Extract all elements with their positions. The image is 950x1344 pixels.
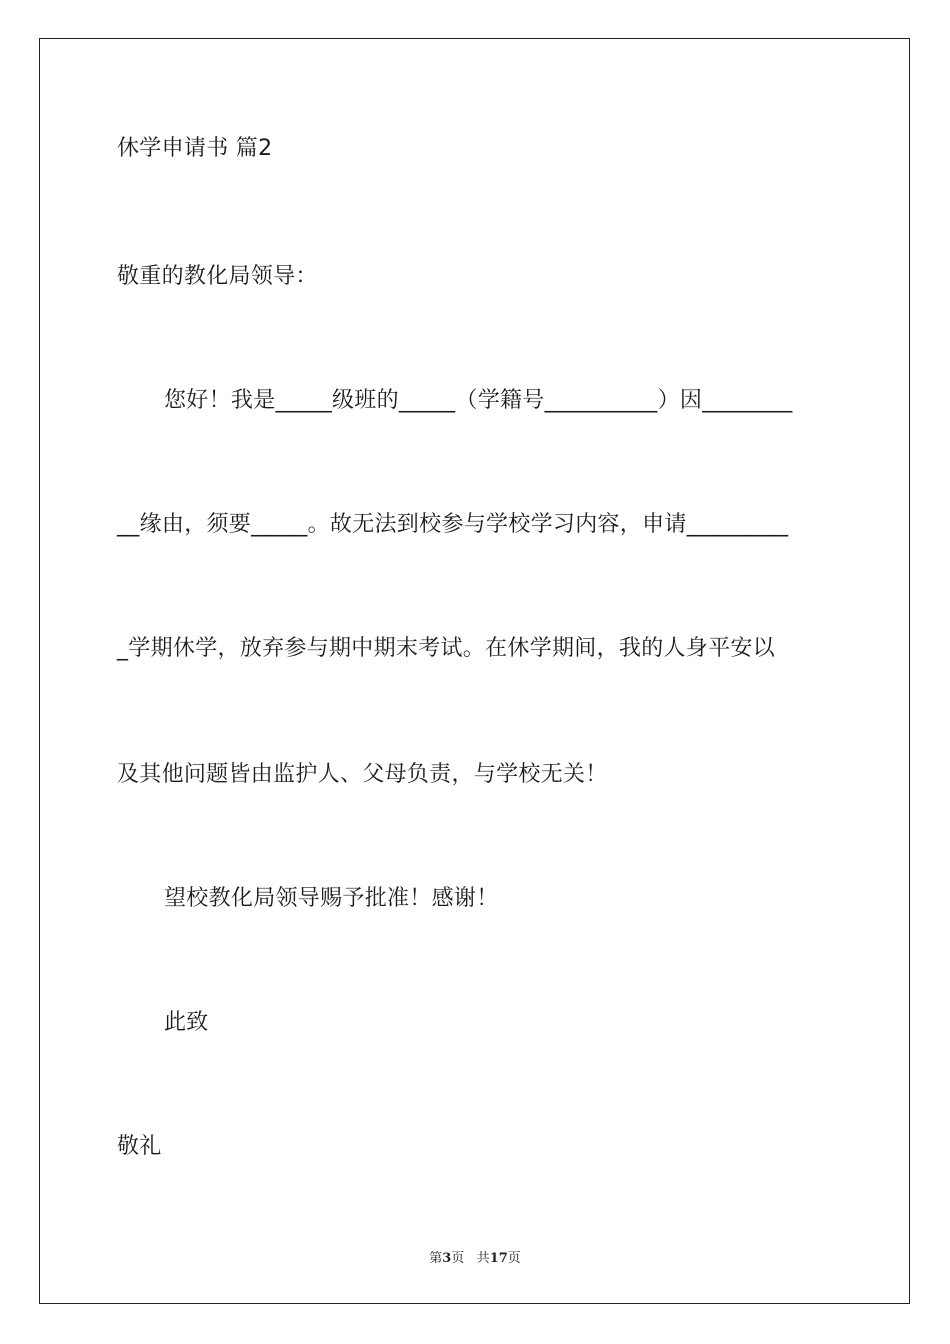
salutation: 敬重的教化局领导： (117, 264, 318, 289)
current-page-number: 3 (442, 1251, 452, 1266)
body-line-1: 您好！我是_____级班的_____（学籍号__________）因________ (164, 388, 793, 413)
total-prefix: 共 (476, 1251, 490, 1266)
request-line: 望校教化局领导赐予批准！感谢！ (164, 886, 499, 911)
regards-line: 敬礼 (117, 1134, 162, 1159)
page-border (39, 38, 910, 1304)
total-suffix: 页 (507, 1251, 521, 1266)
body-line-3: _学期休学，放弃参与期中期末考试。在休学期间，我的人身平安以 (117, 636, 776, 661)
body-line-2: __缘由，须要_____。故无法到校参与学校学习内容，申请_________ (117, 512, 789, 537)
closing-line: 此致 (164, 1010, 209, 1035)
body-line-4: 及其他问题皆由监护人、父母负责，与学校无关！ (117, 762, 608, 787)
page-prefix: 第 (429, 1251, 443, 1266)
page-suffix: 页 (451, 1251, 465, 1266)
document-title: 休学申请书 篇2 (117, 136, 273, 161)
total-page-number: 17 (489, 1251, 508, 1266)
page-footer (0, 1247, 950, 1266)
